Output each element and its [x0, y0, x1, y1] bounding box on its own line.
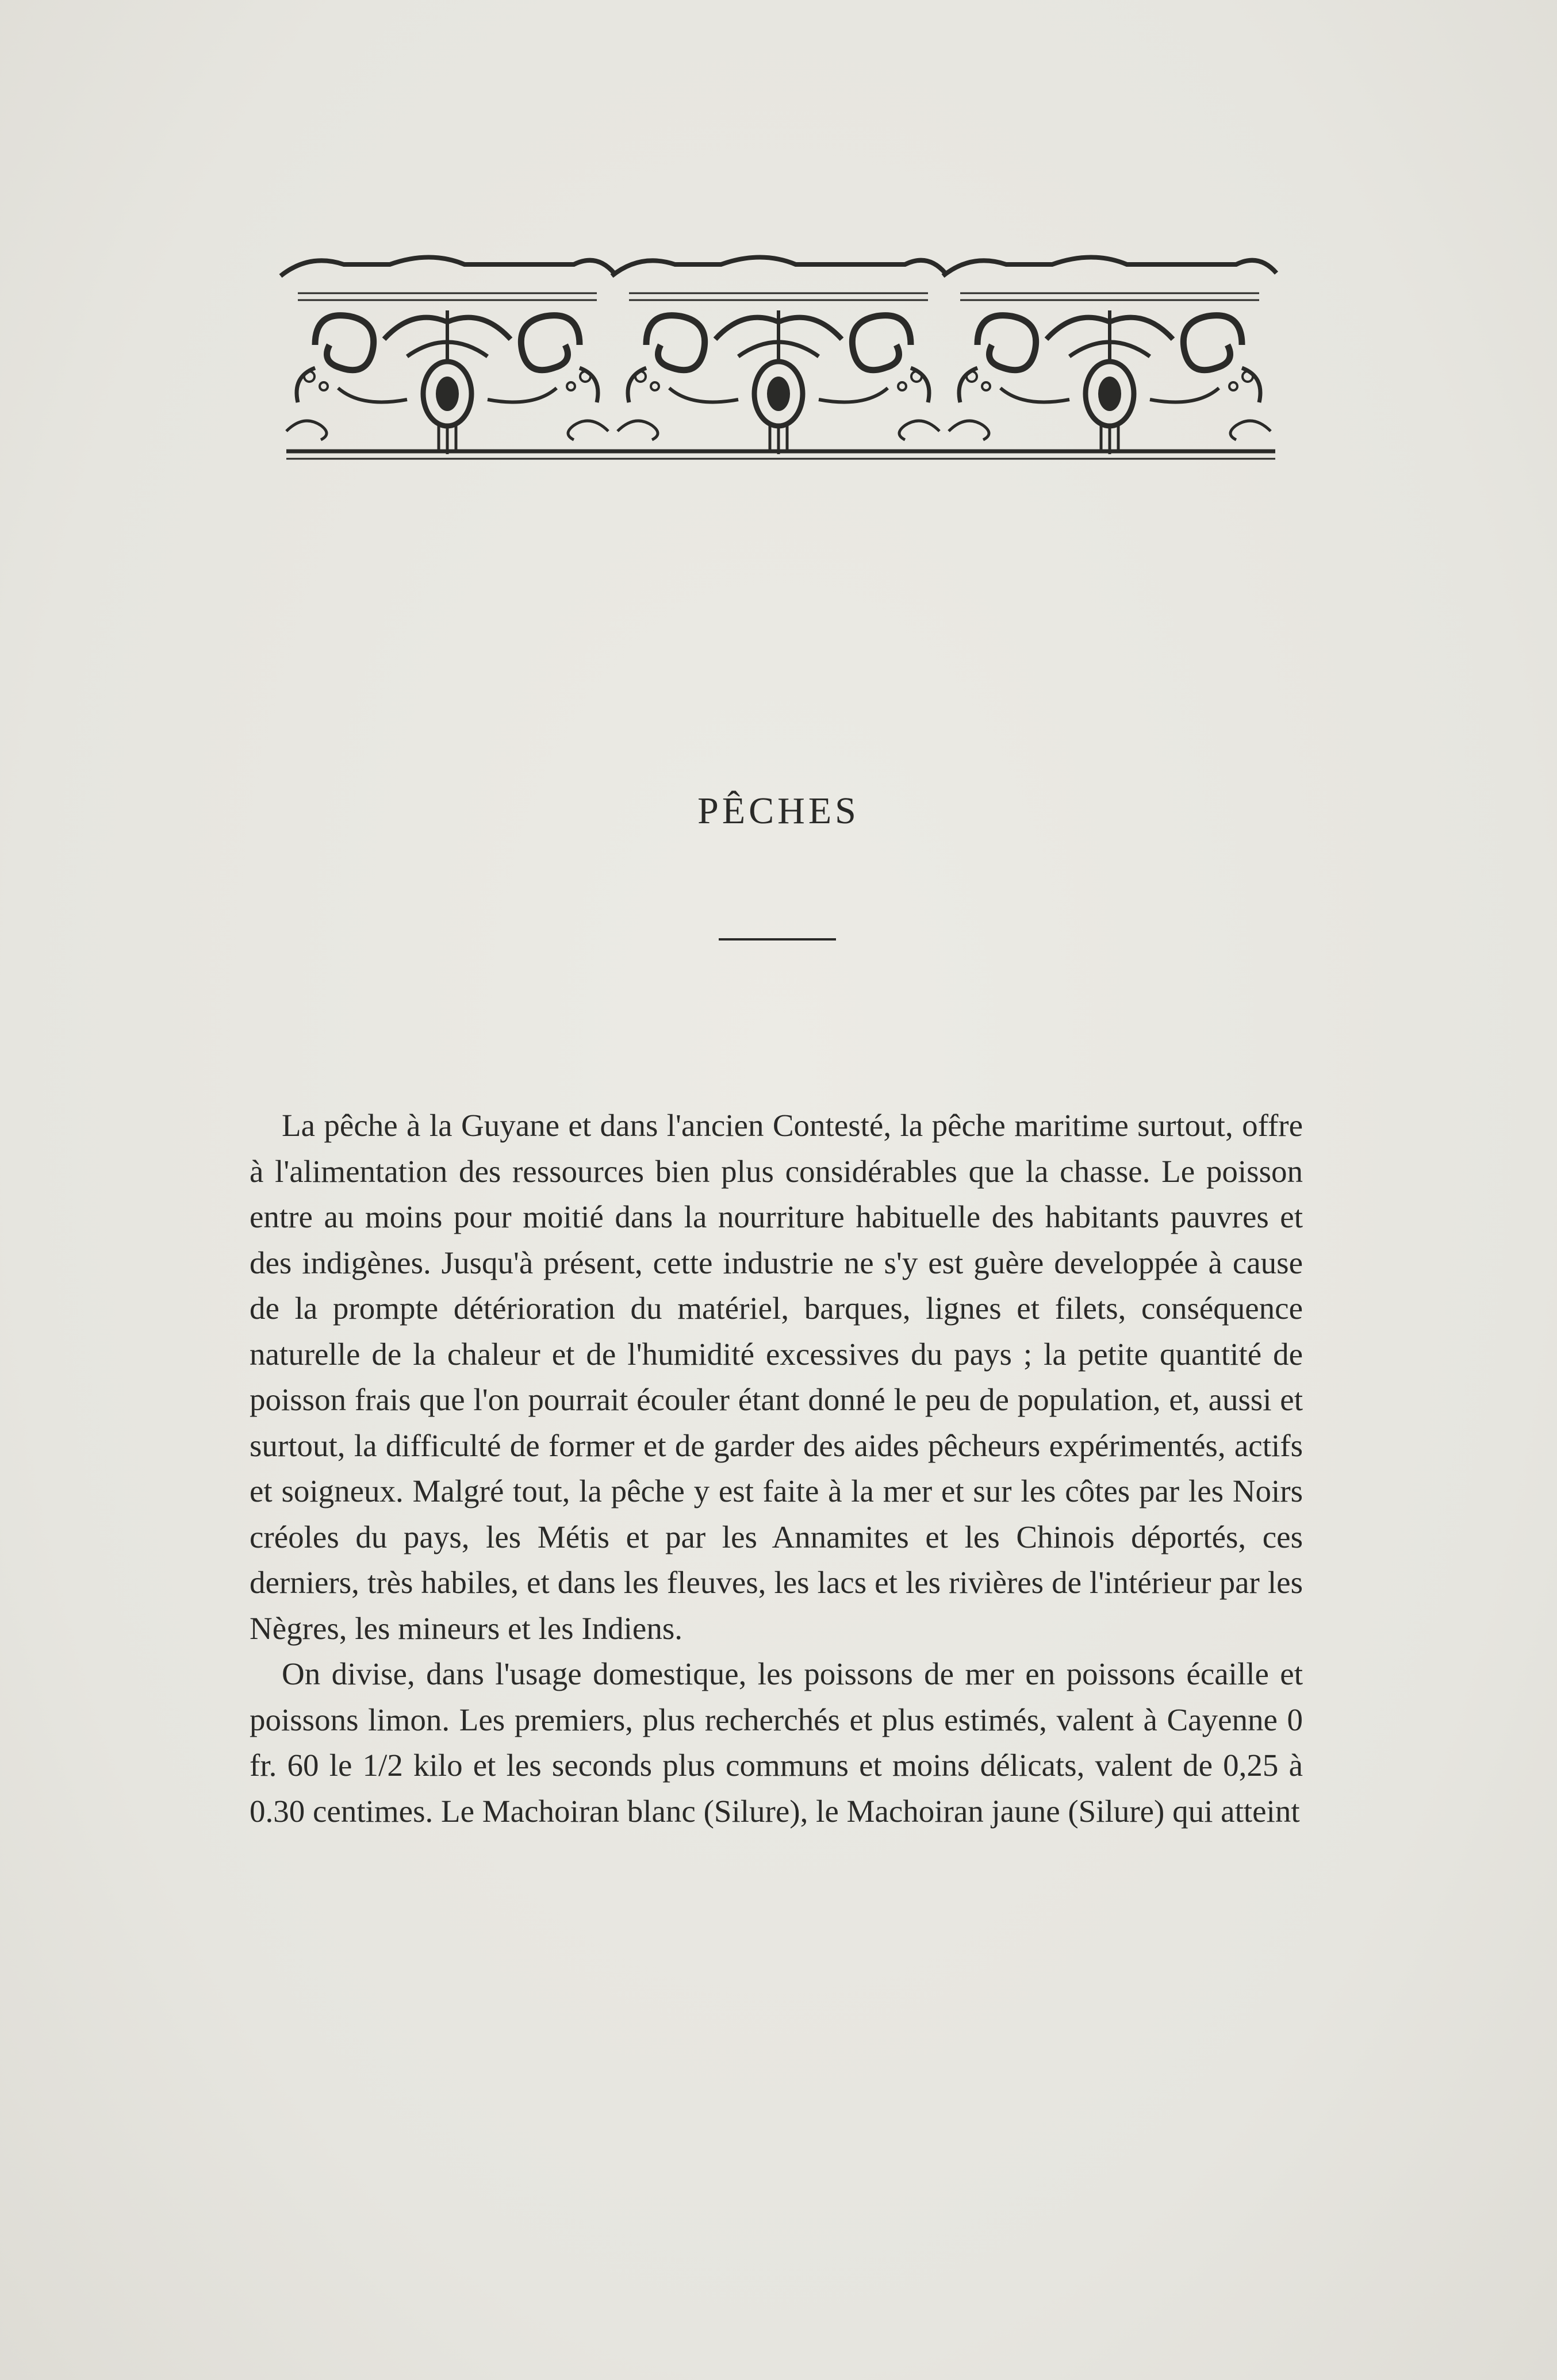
- paragraph-2: On divise, dans l'usage domestique, les poissons de mer en poissons écaille et poissons limon. Les premiers, plus recherchés et plus estimés, valent à Cayenne 0 fr. 60 le 1/2 kilo et les seconds plus communs et moins délicats, valent de 0,25 à 0.30 centimes. Le Machoiran blanc (Silure), le Machoiran jaune (Silure) qui atteint: [250, 1656, 1303, 1829]
- title-rule: [719, 938, 836, 941]
- body-text: [250, 1103, 1303, 1834]
- paragraph-1: La pêche à la Guyane et dans l'ancien Contesté, la pêche maritime surtout, offre à l'alimentation des ressources bien plus considérables que la chasse. Le poisson entre au moins pour moitié dans la nourriture habituelle des habitants pauvres et des indigènes. Jusqu'à présent, cette industrie ne s'y est guère developpée à cause de la prompte détérioration du matériel, barques, lignes et filets, conséquence naturelle de la chaleur et de l'humidité excessives du pays ; la petite quantité de poisson frais que l'on pourrait écouler étant donné le peu de population, et, aussi et surtout, la difficulté de former et de garder des aides pêcheurs expérimentés, actifs et soigneux. Malgré tout, la pêche y est faite à la mer et sur les côtes par les Noirs créoles du pays, les Métis et par les Annamites et les Chinois déportés, ces derniers, très habiles, et dans les fleuves, les lacs et les rivières de l'intérieur par les Nègres, les mineurs et les Indiens.: [250, 1108, 1303, 1646]
- page-title: PÊCHES: [697, 790, 860, 832]
- ornamental-frieze-icon: [275, 253, 1282, 466]
